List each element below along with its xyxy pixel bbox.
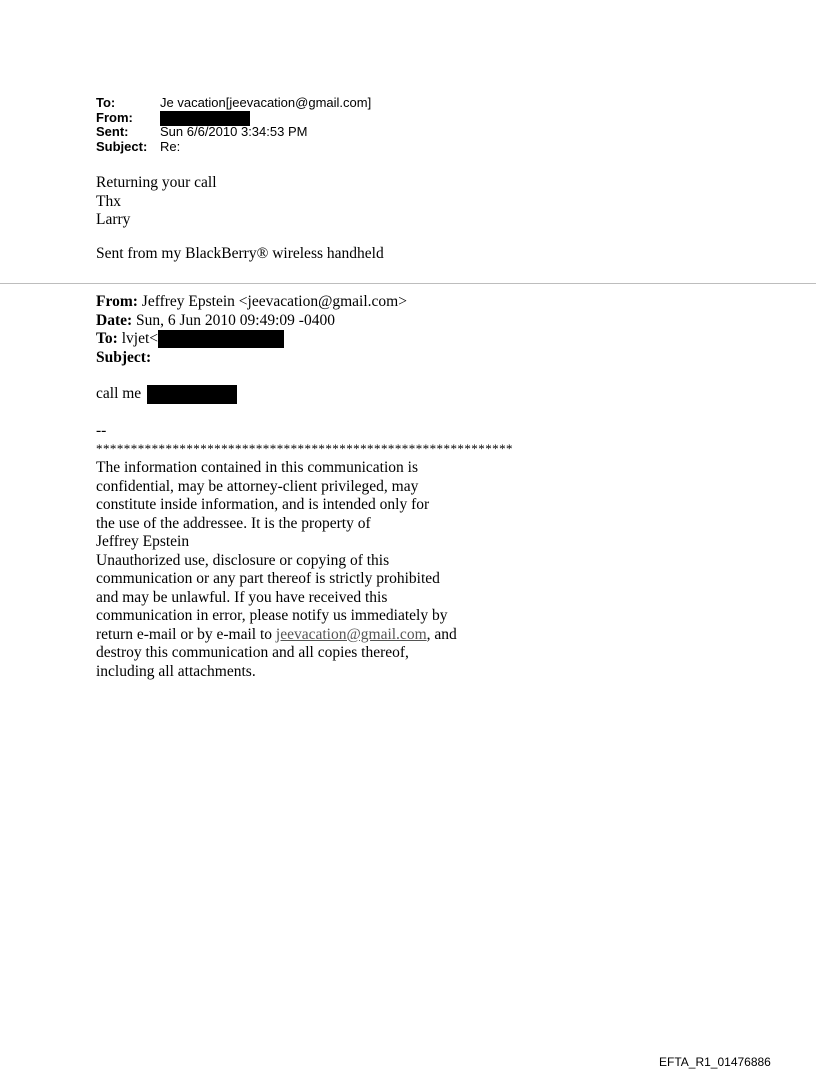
- disclaimer-line: communication in error, please notify us immediately by: [96, 607, 448, 624]
- redaction-box: [147, 385, 237, 404]
- reply-signature: Sent from my BlackBerry® wireless handheld: [96, 245, 384, 262]
- return-prefix: return e-mail or by e-mail to: [96, 625, 276, 643]
- quoted-body-text: call me: [96, 385, 142, 403]
- document-id: EFTA_R1_01476886: [659, 1055, 771, 1069]
- sent-value: Sun 6/6/2010 3:34:53 PM: [160, 124, 308, 139]
- to-value: Je vacation[jeevacation@gmail.com]: [160, 95, 372, 110]
- reply-line: Thx: [96, 192, 121, 210]
- disclaimer-line: Unauthorized use, disclosure or copying of this: [96, 551, 390, 569]
- from-label: From:: [96, 109, 133, 125]
- message-divider: [0, 283, 816, 284]
- disclaimer-line: destroy this communication and all copies thereof,: [96, 644, 409, 661]
- reply-line: Larry: [96, 211, 131, 228]
- quoted-to-row: [96, 330, 407, 349]
- email-link[interactable]: jeevacation@gmail.com: [275, 625, 427, 643]
- quoted-date-row: [96, 312, 407, 331]
- disclaimer-line: including all attachments.: [96, 662, 256, 680]
- reply-body: [96, 174, 217, 230]
- quoted-to-label: To:: [96, 330, 118, 347]
- quoted-from-row: [96, 293, 407, 312]
- quoted-from-label: From:: [96, 293, 138, 310]
- redaction-box: [158, 330, 284, 348]
- quoted-to-value: lvjet<: [117, 330, 158, 347]
- confidentiality-disclaimer: [96, 459, 457, 681]
- email-header: [96, 96, 371, 154]
- disclaimer-line: confidential, may be attorney-client privileged, may: [96, 477, 419, 495]
- reply-line: Returning your call: [96, 174, 217, 191]
- header-subject-row: [96, 140, 371, 155]
- return-suffix: , and: [426, 625, 457, 643]
- quoted-from-value: Jeffrey Epstein <jeevacation@gmail.com>: [137, 293, 407, 310]
- subject-value: Re:: [160, 138, 181, 154]
- quoted-header: [96, 293, 407, 367]
- to-label: To:: [96, 95, 116, 110]
- disclaimer-line: Jeffrey Epstein: [96, 533, 190, 550]
- header-from-row: [96, 111, 371, 126]
- header-sent-row: [96, 125, 371, 140]
- sent-label: Sent:: [96, 124, 129, 139]
- disclaimer-line: communication or any part thereof is strictly prohibited: [96, 570, 440, 587]
- quoted-body: [96, 385, 237, 404]
- signature-separator: --: [96, 422, 107, 439]
- quoted-subject-label: Subject:: [96, 348, 152, 366]
- disclaimer-line: The information contained in this communication is: [96, 459, 418, 476]
- quoted-date-value: Sun, 6 Jun 2010 09:49:09 -0400: [132, 311, 335, 329]
- quoted-subject-row: [96, 349, 407, 368]
- disclaimer-line: and may be unlawful. If you have received this: [96, 588, 388, 606]
- disclaimer-line: constitute inside information, and is intended only for: [96, 496, 430, 513]
- quoted-date-label: Date:: [96, 311, 133, 329]
- disclaimer-line: the use of the addressee. It is the property of: [96, 514, 371, 532]
- asterisk-divider: ************************************************************: [96, 441, 513, 456]
- header-to-row: [96, 96, 371, 111]
- subject-label: Subject:: [96, 138, 148, 154]
- disclaimer-return-line: [96, 626, 457, 645]
